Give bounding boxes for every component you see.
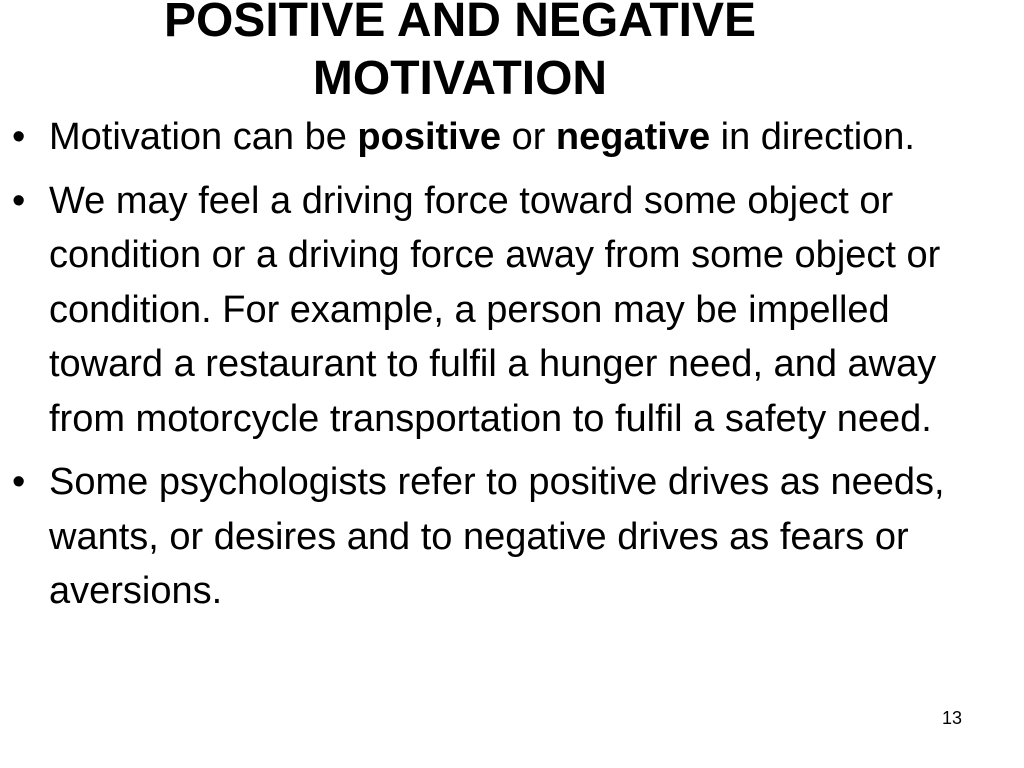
bullet-item-1 xyxy=(0,110,1009,165)
bullet-3-text: Some psychologists refer to positive drives as needs, wants, or desires and to negative drives as fears or aversions. xyxy=(49,461,945,612)
bullet-dot: • xyxy=(12,179,26,222)
bullet-1-text-a: Motivation can be xyxy=(49,116,358,158)
slide-title xyxy=(40,0,880,108)
bullet-list xyxy=(0,110,1024,628)
bullet-1-text-c: in direction. xyxy=(710,116,915,158)
bullet-item-2 xyxy=(0,174,1009,447)
slide-title-line-1: POSITIVE AND NEGATIVE xyxy=(163,0,757,47)
bullet-2-text: We may feel a driving force toward some object or condition or a driving force away from some object or condition. For example, a person may be impelled toward a restaurant to fulfil a hunger need, and away from motorcycle transportation to fulfil a safety need. xyxy=(49,179,941,440)
bullet-1-text-b: or xyxy=(501,116,556,158)
slide-title-line-2: MOTIVATION xyxy=(312,52,608,105)
page-number: 13 xyxy=(942,708,963,728)
bullet-dot: • xyxy=(12,116,26,158)
bullet-dot: • xyxy=(12,461,26,503)
bullet-1-bold-negative: negative xyxy=(555,116,711,158)
bullet-1-bold-positive: positive xyxy=(357,116,502,158)
bullet-item-3 xyxy=(0,455,1009,619)
